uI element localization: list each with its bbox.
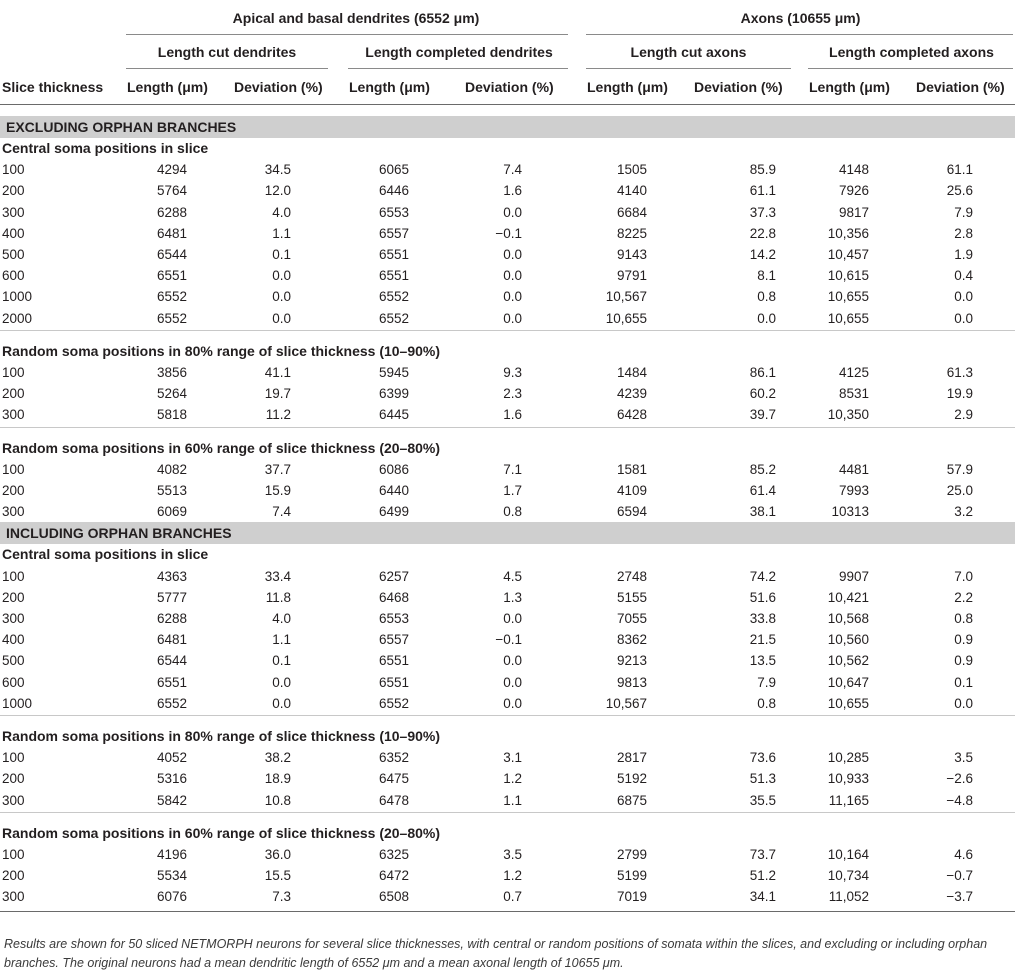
table-cell: 10,356 [827,225,869,241]
table-cell: 6557 [378,632,409,648]
table-cell: 6552 [378,695,409,711]
header-deviation-1: Deviation (%) [234,79,323,95]
table-cell: 0.0 [954,695,973,711]
table-cell: 3.5 [954,750,973,766]
table-cell: 6552 [156,695,187,711]
table-cell: 5842 [156,792,187,808]
table-cell: 3.5 [503,847,522,862]
table-cell: 4239 [616,386,647,402]
table-cell: 10,350 [827,407,869,423]
table-cell: 5534 [156,868,187,884]
table-cell: 4196 [156,847,187,862]
header-length-cut-axons: Length cut axons [630,44,747,60]
table-cell: 6475 [378,771,409,787]
table-cell: 6551 [378,674,409,690]
table-cell: 6069 [156,504,187,520]
table-cell: 61.1 [946,162,973,178]
section-divider [0,715,1015,716]
header-deviation-2: Deviation (%) [465,79,554,95]
table-cell: 6552 [156,310,187,326]
table-cell: 38.2 [264,750,291,766]
table-cell: 8531 [838,386,869,402]
table-cell: 6481 [156,225,187,241]
slice-thickness-cell: 100 [2,750,25,766]
table-cell: 6551 [378,268,409,284]
table-cell: 4481 [838,461,869,477]
table-cell: 10,655 [827,289,869,305]
slice-thickness-cell: 200 [2,868,25,884]
table-cell: 1.1 [272,225,291,241]
table-cell: 0.0 [503,310,522,326]
table-cell: 5192 [616,771,647,787]
slice-thickness-cell: 1000 [2,695,33,711]
table-cell: 7.0 [954,568,973,584]
table-cell: 4.0 [272,204,291,220]
table-cell: 4.5 [503,568,522,584]
slice-thickness-cell: 200 [2,183,25,199]
table-cell: 2748 [616,568,647,584]
table-cell: 22.8 [749,225,776,241]
table-cell: 5199 [616,868,647,884]
table-cell: 10,562 [827,653,869,669]
header-length-completed-dendrites: Length completed dendrites [365,44,553,60]
table-cell: 0.0 [272,268,291,284]
slice-thickness-cell: 300 [2,611,25,626]
slice-thickness-cell: 200 [2,589,25,605]
table-cell: 33.8 [749,611,776,626]
table-cell: 85.9 [749,162,776,178]
table-cell: 0.0 [503,674,522,690]
table-cell: 5513 [156,483,187,498]
table-cell: 0.0 [954,289,973,305]
table-cell: 1.3 [503,589,522,605]
table-cell: 73.7 [749,847,776,862]
table-cell: 4148 [838,162,869,178]
table-cell: 0.0 [503,247,522,262]
table-cell: 7993 [838,483,869,498]
table-cell: 36.0 [264,847,291,862]
table-cell: 6468 [378,589,409,605]
slice-thickness-cell: 200 [2,483,25,498]
section-band-label: INCLUDING ORPHAN BRANCHES [6,525,232,542]
table-cell: 15.9 [264,483,291,498]
rule-completed-dendrites [348,68,568,69]
table-cell: 61.4 [749,483,776,498]
table-cell: 10,285 [827,750,869,766]
slice-thickness-cell: 100 [2,365,25,380]
header-length-4: Length (μm) [809,79,890,95]
table-cell: 10,655 [605,310,647,326]
table-cell: 34.5 [264,162,291,178]
table-cell: 0.9 [954,632,973,648]
table-cell: 3.2 [954,504,973,520]
table-cell: 86.1 [749,365,776,380]
table-cell: 4.0 [272,611,291,626]
table-cell: 85.2 [749,461,776,477]
table-cell: 9791 [616,268,647,284]
rule-axons-group [586,34,1013,35]
table-cell: 7.9 [954,204,973,220]
table-cell: 0.4 [954,268,973,284]
table-cell: 10,655 [827,310,869,326]
table-cell: 7019 [616,889,647,905]
table-cell: 4109 [616,483,647,498]
table-cell: 0.8 [503,504,522,520]
slice-thickness-cell: 300 [2,792,25,808]
table-cell: 0.0 [503,268,522,284]
table-cell: 0.0 [272,674,291,690]
table-cell: 6551 [378,247,409,262]
table-cell: 6553 [378,204,409,220]
rule-header-bottom [0,104,1015,105]
slice-thickness-cell: 1000 [2,289,33,305]
table-cell: 9213 [616,653,647,669]
table-cell: 6446 [378,183,409,199]
table-cell: 73.6 [749,750,776,766]
header-axons-group: Axons (10655 μm) [740,10,861,26]
header-deviation-4: Deviation (%) [916,79,1005,95]
table-cell: 0.8 [954,611,973,626]
table-cell: 5945 [378,365,409,380]
table-cell: 15.5 [264,868,291,884]
table-cell: 9.3 [503,365,522,380]
table-cell: 0.0 [503,695,522,711]
table-cell: 6875 [616,792,647,808]
slice-thickness-cell: 400 [2,225,25,241]
table-cell: 5264 [156,386,187,402]
subsection-title: Random soma positions in 60% range of slice thickness (20–80%) [2,824,441,841]
table-cell: 2.9 [954,407,973,423]
header-length-2: Length (μm) [349,79,430,95]
table-cell: 1.6 [503,183,522,199]
table-cell: 7055 [616,611,647,626]
table-cell: 0.0 [503,653,522,669]
slice-thickness-cell: 100 [2,847,25,862]
table-cell: 6440 [378,483,409,498]
table-cell: 1484 [616,365,647,380]
table-cell: 10,615 [827,268,869,284]
header-length-cut-dendrites: Length cut dendrites [157,44,297,60]
table-cell: 6288 [156,611,187,626]
table-cell: 5316 [156,771,187,787]
table-cell: 0.8 [757,289,776,305]
table-cell: 21.5 [749,632,776,648]
table-cell: 3856 [156,365,187,380]
table-cell: 6551 [156,674,187,690]
table-cell: 6553 [378,611,409,626]
header-deviation-3: Deviation (%) [694,79,783,95]
slice-thickness-cell: 500 [2,653,25,669]
header-dendrites-group: Apical and basal dendrites (6552 μm) [232,10,480,26]
table-cell: 19.7 [264,386,291,402]
table-cell: 7.3 [272,889,291,905]
section-divider [0,427,1015,428]
table-cell: 1505 [616,162,647,178]
table-cell: 74.2 [749,568,776,584]
table-cell: 0.0 [503,204,522,220]
table-cell: 10,568 [827,611,869,626]
table-cell: 61.3 [946,365,973,380]
table-cell: 13.5 [749,653,776,669]
table-cell: 1.9 [954,247,973,262]
slice-thickness-cell: 600 [2,674,25,690]
table-cell: 1.1 [503,792,522,808]
table-cell: 11,165 [828,792,869,808]
table-cell: 9143 [616,247,647,262]
table-cell: −2.6 [946,771,973,787]
table-cell: 0.0 [954,310,973,326]
section-divider [0,330,1015,331]
table-cell: 51.2 [749,868,776,884]
table-cell: 41.1 [264,365,291,380]
table-cell: −3.7 [946,889,973,905]
table-cell: 6551 [378,653,409,669]
table-cell: 9907 [838,568,869,584]
table-cell: 6076 [156,889,187,905]
table-cell: 6508 [378,889,409,905]
table-cell: 6352 [378,750,409,766]
table-cell: 6499 [378,504,409,520]
table-cell: 0.0 [503,289,522,305]
table-cell: 8362 [616,632,647,648]
table-cell: 10,567 [605,289,647,305]
table-cell: 4363 [156,568,187,584]
table-cell: −0.1 [495,225,522,241]
slice-thickness-cell: 100 [2,162,25,178]
table-cell: 7.4 [272,504,291,520]
table-cell: 0.7 [503,889,522,905]
rule-dendrites-group [126,34,568,35]
table-cell: −0.1 [495,632,522,648]
table-cell: 4082 [156,461,187,477]
table-cell: 10,647 [827,674,869,690]
table-cell: 6684 [616,204,647,220]
table-cell: 1.1 [272,632,291,648]
table-cell: 10,560 [827,632,869,648]
table-cell: 4294 [156,162,187,178]
subsection-title: Random soma positions in 80% range of slice thickness (10–90%) [2,342,441,359]
table-cell: 2817 [616,750,647,766]
table-cell: 6445 [378,407,409,423]
table-cell: 2.2 [954,589,973,605]
table-cell: 6086 [378,461,409,477]
header-slice-thickness: Slice thickness [2,79,104,95]
table-cell: 5155 [616,589,647,605]
table-cell: 6544 [156,653,187,669]
table-cell: 10,734 [827,868,869,884]
table-cell: 6065 [378,162,409,178]
table-cell: 1581 [616,461,647,477]
table-cell: 1.7 [503,483,522,498]
table-cell: 61.1 [749,183,776,199]
slice-thickness-cell: 600 [2,268,25,284]
rule-cut-axons [586,68,791,69]
subsection-title: Random soma positions in 60% range of slice thickness (20–80%) [2,439,441,456]
slice-thickness-cell: 300 [2,204,25,220]
slice-thickness-cell: 200 [2,771,25,787]
table-cell: 5818 [156,407,187,423]
table-cell: 4125 [838,365,869,380]
table-cell: 4052 [156,750,187,766]
table-cell: 0.0 [272,310,291,326]
slice-thickness-cell: 300 [2,504,25,520]
table-cell: 2799 [616,847,647,862]
table-cell: 33.4 [264,568,291,584]
table-cell: −0.7 [946,868,973,884]
table-cell: 6325 [378,847,409,862]
table-cell: 0.0 [757,310,776,326]
subsection-title: Central soma positions in slice [2,546,209,563]
header-length-completed-axons: Length completed axons [829,44,994,60]
slice-thickness-cell: 400 [2,632,25,648]
table-cell: 6478 [378,792,409,808]
table-cell: 1.2 [503,771,522,787]
table-cell: 10.8 [264,792,291,808]
table-cell: 37.3 [749,204,776,220]
table-cell: 25.6 [946,183,973,199]
section-divider [0,812,1015,813]
table-cell: 2.3 [503,386,522,402]
table-cell: 51.3 [749,771,776,787]
table-cell: 6428 [616,407,647,423]
table-cell: 10,164 [827,847,869,862]
table-cell: 10,421 [827,589,869,605]
table-cell: 0.0 [503,611,522,626]
table-cell: 19.9 [946,386,973,402]
table-cell: 0.0 [272,695,291,711]
section-band-label: EXCLUDING ORPHAN BRANCHES [6,119,237,135]
table-cell: 6557 [378,225,409,241]
table-cell: 11,052 [828,889,869,905]
table-cell: 7.1 [503,461,522,477]
table-cell: 6481 [156,632,187,648]
table-cell: 10,655 [827,695,869,711]
table-cell: 60.2 [749,386,776,402]
slice-thickness-cell: 300 [2,889,25,905]
table-cell: 0.9 [954,653,973,669]
table-cell: 0.1 [272,247,291,262]
table-cell: 6257 [378,568,409,584]
table-cell: 0.1 [954,674,973,690]
table-cell: 8225 [616,225,647,241]
rule-cut-dendrites [126,68,328,69]
table-cell: 3.1 [503,750,522,766]
table-cell: 6552 [378,289,409,305]
table-cell: 10,567 [605,695,647,711]
subsection-title: Random soma positions in 80% range of slice thickness (10–90%) [2,728,441,744]
table-cell: 1.6 [503,407,522,423]
table-cell: 5777 [156,589,187,605]
table-cell: 10,933 [827,771,869,787]
rule-table-bottom [0,911,1015,912]
subsection-title: Central soma positions in slice [2,140,209,156]
slice-thickness-cell: 2000 [2,310,33,326]
slice-thickness-cell: 200 [2,386,25,402]
table-cell: 51.6 [749,589,776,605]
table-cell: 6399 [378,386,409,402]
table-cell: 25.0 [946,483,973,498]
table-cell: 4140 [616,183,647,199]
table-cell: 4.6 [954,847,973,862]
table-cell: 39.7 [749,407,776,423]
table-cell: 34.1 [749,889,776,905]
table-cell: 6594 [616,504,647,520]
slice-thickness-cell: 100 [2,568,25,584]
table-cell: 6544 [156,247,187,262]
table-cell: 6552 [156,289,187,305]
table-cell: 9817 [838,204,869,220]
table-cell: 5764 [156,183,187,199]
table-cell: 2.8 [954,225,973,241]
slice-thickness-cell: 500 [2,247,25,262]
table-cell: 38.1 [749,504,776,520]
table-cell: 6288 [156,204,187,220]
header-length-3: Length (μm) [587,79,668,95]
header-length-1: Length (μm) [127,79,208,95]
table-cell: 6551 [156,268,187,284]
table-cell: 10313 [831,504,869,520]
table-cell: 7926 [838,183,869,199]
table-cell: 6552 [378,310,409,326]
table-cell: 37.7 [264,461,291,477]
table-cell: 0.1 [272,653,291,669]
table-cell: 57.9 [946,461,973,477]
table-cell: 8.1 [757,268,776,284]
rule-completed-axons [808,68,1013,69]
table-cell: 0.0 [272,289,291,305]
table-cell: 1.2 [503,868,522,884]
table-cell: 6472 [378,868,409,884]
table-cell: 11.8 [265,589,291,605]
table-cell: 12.0 [264,183,291,199]
table-cell: −4.8 [946,792,973,808]
slice-thickness-cell: 300 [2,407,25,423]
table-cell: 10,457 [827,247,869,262]
table-cell: 7.4 [503,162,522,178]
table-cell: 35.5 [749,792,776,808]
table-cell: 14.2 [749,247,776,262]
table-cell: 7.9 [757,674,776,690]
table-caption: Results are shown for 50 sliced NETMORPH neurons for several slice thicknesses, with central or random positions of somata within the slices, and excluding or including orphan branches. The original neurons had a mean dendritic length of 6552 μm and a mean axonal length of 10655 μm. [4,937,988,970]
table-cell: 18.9 [264,771,291,787]
table-cell: 11.2 [265,407,291,423]
table-cell: 9813 [616,674,647,690]
slice-thickness-cell: 100 [2,461,25,477]
table-cell: 0.8 [757,695,776,711]
